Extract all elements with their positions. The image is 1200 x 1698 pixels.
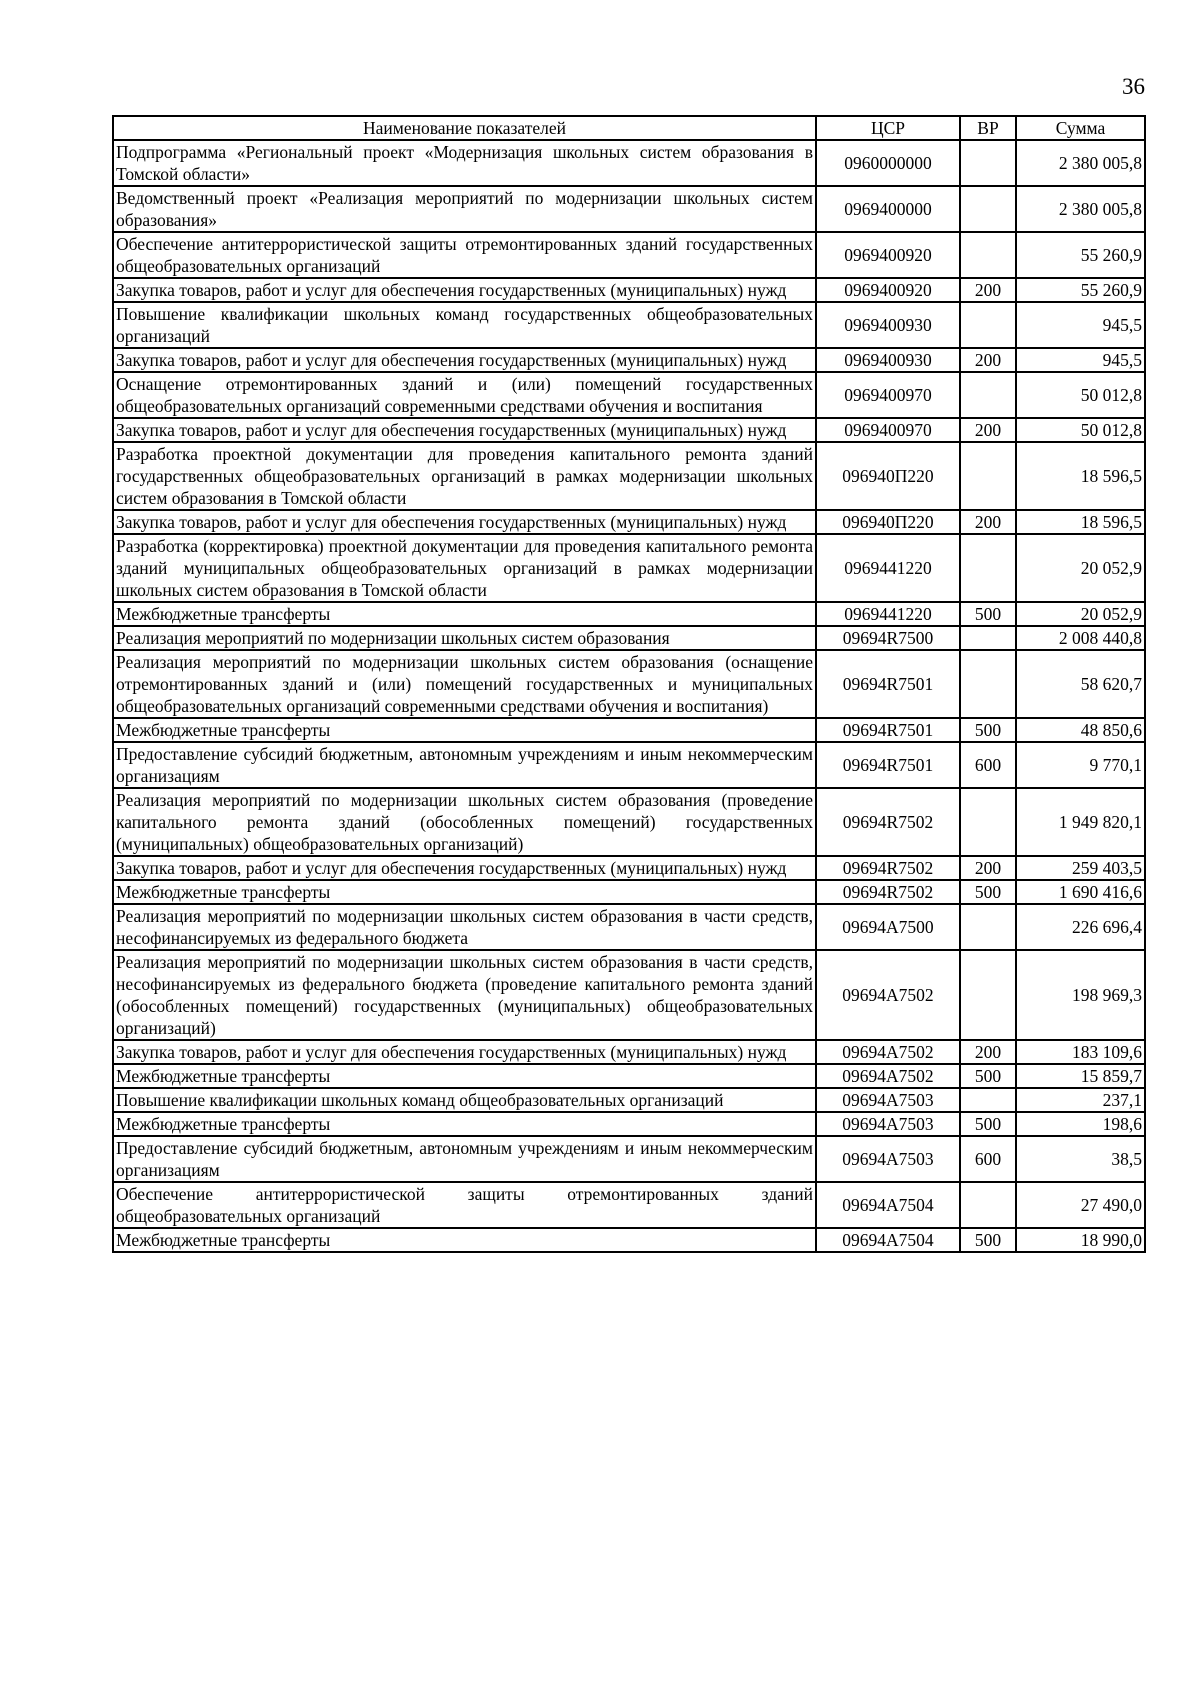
row-csr-cell: 0960000000 bbox=[816, 140, 960, 186]
header-csr: ЦСР bbox=[816, 116, 960, 140]
row-name-cell: Закупка товаров, работ и услуг для обеспечения государственных (муниципальных) нужд bbox=[113, 510, 816, 534]
row-csr-cell: 09694A7503 bbox=[816, 1088, 960, 1112]
table-body bbox=[113, 140, 1145, 1252]
row-sum-cell: 945,5 bbox=[1016, 348, 1145, 372]
table-row bbox=[113, 348, 1145, 372]
row-vr-cell bbox=[960, 626, 1016, 650]
table-row bbox=[113, 1136, 1145, 1182]
row-name-cell: Обеспечение антитеррористической защиты отремонтированных зданий государственных общеобразовательных организаций bbox=[113, 232, 816, 278]
row-sum-cell: 226 696,4 bbox=[1016, 904, 1145, 950]
row-name-cell: Реализация мероприятий по модернизации школьных систем образования в части средств, несофинансируемых из федерального бюджета bbox=[113, 904, 816, 950]
row-csr-cell: 096940П220 bbox=[816, 442, 960, 510]
row-name-cell: Реализация мероприятий по модернизации школьных систем образования bbox=[113, 626, 816, 650]
table-row bbox=[113, 788, 1145, 856]
row-vr-cell bbox=[960, 650, 1016, 718]
table-row bbox=[113, 510, 1145, 534]
table-header-row bbox=[113, 116, 1145, 140]
table-row bbox=[113, 534, 1145, 602]
row-name-cell: Реализация мероприятий по модернизации школьных систем образования в части средств, несофинансируемых из федерального бюджета (проведение капитального ремонта зданий (обособленных помещений) государственных (муниципальных) общеобразовательных организаций) bbox=[113, 950, 816, 1040]
row-csr-cell: 0969400970 bbox=[816, 372, 960, 418]
row-sum-cell: 15 859,7 bbox=[1016, 1064, 1145, 1088]
row-vr-cell: 200 bbox=[960, 856, 1016, 880]
row-csr-cell: 0969400930 bbox=[816, 348, 960, 372]
row-name-cell: Предоставление субсидий бюджетным, автономным учреждениям и иным некоммерческим организациям bbox=[113, 1136, 816, 1182]
row-sum-cell: 55 260,9 bbox=[1016, 232, 1145, 278]
table-row bbox=[113, 742, 1145, 788]
table-row bbox=[113, 1088, 1145, 1112]
row-name-cell: Повышение квалификации школьных команд государственных общеобразовательных организаций bbox=[113, 302, 816, 348]
table-row bbox=[113, 418, 1145, 442]
row-sum-cell: 18 596,5 bbox=[1016, 442, 1145, 510]
table-row bbox=[113, 1182, 1145, 1228]
row-name-cell: Межбюджетные трансферты bbox=[113, 718, 816, 742]
page-number: 36 bbox=[1122, 74, 1145, 99]
row-sum-cell: 2 008 440,8 bbox=[1016, 626, 1145, 650]
row-sum-cell: 48 850,6 bbox=[1016, 718, 1145, 742]
row-csr-cell: 09694A7503 bbox=[816, 1136, 960, 1182]
row-vr-cell: 600 bbox=[960, 742, 1016, 788]
row-name-cell: Закупка товаров, работ и услуг для обеспечения государственных (муниципальных) нужд bbox=[113, 418, 816, 442]
row-name-cell: Закупка товаров, работ и услуг для обеспечения государственных (муниципальных) нужд bbox=[113, 1040, 816, 1064]
row-csr-cell: 09694R7500 bbox=[816, 626, 960, 650]
row-sum-cell: 20 052,9 bbox=[1016, 602, 1145, 626]
row-sum-cell: 27 490,0 bbox=[1016, 1182, 1145, 1228]
row-sum-cell: 2 380 005,8 bbox=[1016, 140, 1145, 186]
row-csr-cell: 09694R7502 bbox=[816, 880, 960, 904]
row-vr-cell: 600 bbox=[960, 1136, 1016, 1182]
row-csr-cell: 09694A7504 bbox=[816, 1228, 960, 1252]
row-vr-cell: 200 bbox=[960, 348, 1016, 372]
row-name-cell: Предоставление субсидий бюджетным, автономным учреждениям и иным некоммерческим организациям bbox=[113, 742, 816, 788]
row-name-cell: Оснащение отремонтированных зданий и (или) помещений государственных общеобразовательных организаций современными средствами обучения и воспитания bbox=[113, 372, 816, 418]
row-name-cell: Межбюджетные трансферты bbox=[113, 602, 816, 626]
row-sum-cell: 945,5 bbox=[1016, 302, 1145, 348]
table-row bbox=[113, 856, 1145, 880]
row-vr-cell: 200 bbox=[960, 510, 1016, 534]
table-row bbox=[113, 232, 1145, 278]
row-csr-cell: 09694R7501 bbox=[816, 742, 960, 788]
row-name-cell: Повышение квалификации школьных команд общеобразовательных организаций bbox=[113, 1088, 816, 1112]
row-csr-cell: 09694R7501 bbox=[816, 718, 960, 742]
row-csr-cell: 09694A7502 bbox=[816, 950, 960, 1040]
row-csr-cell: 0969441220 bbox=[816, 602, 960, 626]
row-name-cell: Закупка товаров, работ и услуг для обеспечения государственных (муниципальных) нужд bbox=[113, 278, 816, 302]
table-row bbox=[113, 302, 1145, 348]
table-row bbox=[113, 1228, 1145, 1252]
table-row bbox=[113, 950, 1145, 1040]
row-csr-cell: 0969400930 bbox=[816, 302, 960, 348]
row-vr-cell bbox=[960, 1182, 1016, 1228]
row-vr-cell bbox=[960, 140, 1016, 186]
row-name-cell: Реализация мероприятий по модернизации школьных систем образования (проведение капитального ремонта зданий (обособленных помещений) государственных (муниципальных) общеобразовательных организаций) bbox=[113, 788, 816, 856]
header-name: Наименование показателей bbox=[113, 116, 816, 140]
row-vr-cell bbox=[960, 904, 1016, 950]
table-row bbox=[113, 718, 1145, 742]
row-sum-cell: 50 012,8 bbox=[1016, 418, 1145, 442]
row-vr-cell bbox=[960, 302, 1016, 348]
table-row bbox=[113, 1040, 1145, 1064]
row-vr-cell bbox=[960, 186, 1016, 232]
table-row bbox=[113, 650, 1145, 718]
row-vr-cell: 500 bbox=[960, 718, 1016, 742]
row-csr-cell: 0969400920 bbox=[816, 278, 960, 302]
row-sum-cell: 198 969,3 bbox=[1016, 950, 1145, 1040]
row-vr-cell: 200 bbox=[960, 278, 1016, 302]
row-vr-cell bbox=[960, 1088, 1016, 1112]
row-name-cell: Закупка товаров, работ и услуг для обеспечения государственных (муниципальных) нужд bbox=[113, 348, 816, 372]
row-vr-cell bbox=[960, 232, 1016, 278]
row-sum-cell: 50 012,8 bbox=[1016, 372, 1145, 418]
row-vr-cell bbox=[960, 534, 1016, 602]
row-csr-cell: 09694A7504 bbox=[816, 1182, 960, 1228]
row-sum-cell: 55 260,9 bbox=[1016, 278, 1145, 302]
table-row bbox=[113, 372, 1145, 418]
row-csr-cell: 09694A7502 bbox=[816, 1040, 960, 1064]
row-name-cell: Реализация мероприятий по модернизации школьных систем образования (оснащение отремонтированных зданий и (или) помещений государственных и муниципальных общеобразовательных организаций современными средствами обучения и воспитания) bbox=[113, 650, 816, 718]
row-vr-cell: 500 bbox=[960, 1064, 1016, 1088]
table-row bbox=[113, 140, 1145, 186]
row-name-cell: Межбюджетные трансферты bbox=[113, 880, 816, 904]
row-csr-cell: 09694R7502 bbox=[816, 856, 960, 880]
table-row bbox=[113, 602, 1145, 626]
row-name-cell: Обеспечение антитеррористической защиты отремонтированных зданий общеобразовательных организаций bbox=[113, 1182, 816, 1228]
row-name-cell: Межбюджетные трансферты bbox=[113, 1228, 816, 1252]
row-name-cell: Разработка (корректировка) проектной документации для проведения капитального ремонта зданий муниципальных общеобразовательных организаций в рамках модернизации школьных систем образования в Томской области bbox=[113, 534, 816, 602]
row-sum-cell: 198,6 bbox=[1016, 1112, 1145, 1136]
row-vr-cell: 500 bbox=[960, 880, 1016, 904]
row-vr-cell: 500 bbox=[960, 602, 1016, 626]
row-name-cell: Закупка товаров, работ и услуг для обеспечения государственных (муниципальных) нужд bbox=[113, 856, 816, 880]
row-vr-cell bbox=[960, 372, 1016, 418]
row-csr-cell: 0969400920 bbox=[816, 232, 960, 278]
row-csr-cell: 09694R7501 bbox=[816, 650, 960, 718]
table-row bbox=[113, 442, 1145, 510]
header-sum: Сумма bbox=[1016, 116, 1145, 140]
row-vr-cell bbox=[960, 442, 1016, 510]
row-name-cell: Межбюджетные трансферты bbox=[113, 1112, 816, 1136]
table-row bbox=[113, 904, 1145, 950]
row-csr-cell: 09694A7503 bbox=[816, 1112, 960, 1136]
row-name-cell: Межбюджетные трансферты bbox=[113, 1064, 816, 1088]
budget-table bbox=[112, 115, 1146, 1253]
row-name-cell: Разработка проектной документации для проведения капитального ремонта зданий государственных общеобразовательных организаций в рамках модернизации школьных систем образования в Томской области bbox=[113, 442, 816, 510]
row-name-cell: Подпрограмма «Региональный проект «Модернизация школьных систем образования в Томской области» bbox=[113, 140, 816, 186]
row-sum-cell: 9 770,1 bbox=[1016, 742, 1145, 788]
row-csr-cell: 09694A7502 bbox=[816, 1064, 960, 1088]
row-sum-cell: 237,1 bbox=[1016, 1088, 1145, 1112]
table-row bbox=[113, 626, 1145, 650]
row-sum-cell: 259 403,5 bbox=[1016, 856, 1145, 880]
table-row bbox=[113, 1112, 1145, 1136]
header-vr: ВР bbox=[960, 116, 1016, 140]
table-row bbox=[113, 278, 1145, 302]
row-vr-cell bbox=[960, 788, 1016, 856]
row-vr-cell bbox=[960, 950, 1016, 1040]
table-row bbox=[113, 186, 1145, 232]
row-sum-cell: 58 620,7 bbox=[1016, 650, 1145, 718]
row-sum-cell: 38,5 bbox=[1016, 1136, 1145, 1182]
row-csr-cell: 0969400000 bbox=[816, 186, 960, 232]
row-vr-cell: 200 bbox=[960, 418, 1016, 442]
row-sum-cell: 183 109,6 bbox=[1016, 1040, 1145, 1064]
row-sum-cell: 20 052,9 bbox=[1016, 534, 1145, 602]
row-sum-cell: 2 380 005,8 bbox=[1016, 186, 1145, 232]
row-csr-cell: 096940П220 bbox=[816, 510, 960, 534]
table-row bbox=[113, 1064, 1145, 1088]
row-name-cell: Ведомственный проект «Реализация мероприятий по модернизации школьных систем образования» bbox=[113, 186, 816, 232]
row-sum-cell: 1 690 416,6 bbox=[1016, 880, 1145, 904]
table-row bbox=[113, 880, 1145, 904]
row-sum-cell: 1 949 820,1 bbox=[1016, 788, 1145, 856]
row-csr-cell: 09694R7502 bbox=[816, 788, 960, 856]
row-sum-cell: 18 596,5 bbox=[1016, 510, 1145, 534]
row-vr-cell: 200 bbox=[960, 1040, 1016, 1064]
row-csr-cell: 09694A7500 bbox=[816, 904, 960, 950]
row-vr-cell: 500 bbox=[960, 1228, 1016, 1252]
row-sum-cell: 18 990,0 bbox=[1016, 1228, 1145, 1252]
row-vr-cell: 500 bbox=[960, 1112, 1016, 1136]
row-csr-cell: 0969441220 bbox=[816, 534, 960, 602]
row-csr-cell: 0969400970 bbox=[816, 418, 960, 442]
